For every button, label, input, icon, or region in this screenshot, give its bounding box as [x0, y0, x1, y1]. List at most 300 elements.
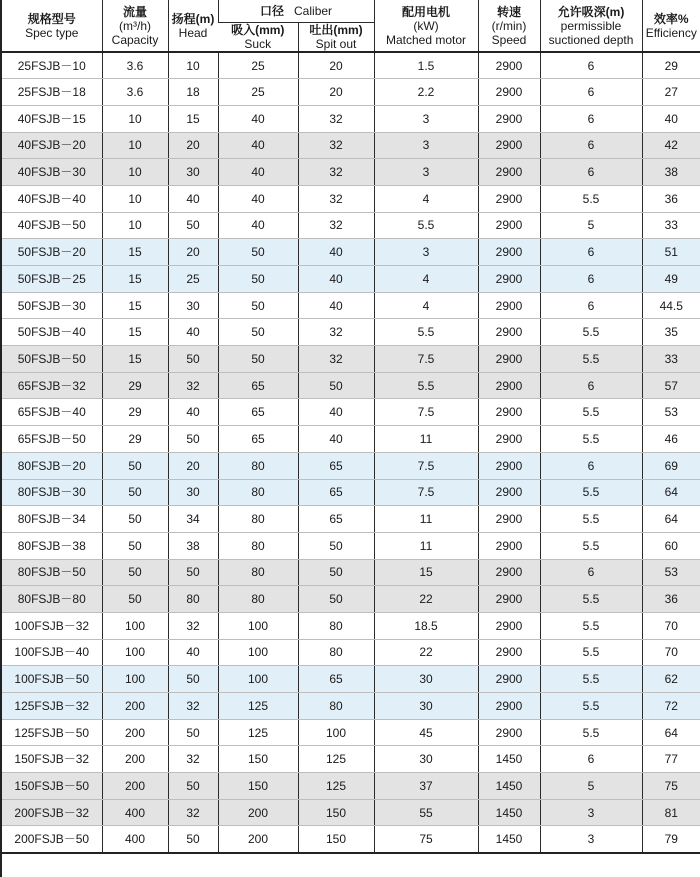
cell-spit-out: 65: [298, 452, 374, 479]
table-row: [2, 506, 700, 533]
cell-motor: 4: [374, 185, 478, 212]
cell-suck: 40: [218, 132, 298, 159]
cell-head: 30: [168, 159, 218, 186]
cell-suck: 50: [218, 346, 298, 373]
cell-model: 50FSJB－40: [2, 319, 102, 346]
cell-head: 25: [168, 266, 218, 293]
cell-head: 20: [168, 452, 218, 479]
cell-model: 125FSJB－50: [2, 719, 102, 746]
cell-spit-out: 40: [298, 292, 374, 319]
table-row: [2, 105, 700, 132]
cell-suction-depth: 6: [540, 239, 642, 266]
cell-head: 50: [168, 559, 218, 586]
cell-speed: 2900: [478, 426, 540, 453]
cell-speed: 2900: [478, 639, 540, 666]
cell-motor: 15: [374, 559, 478, 586]
cell-head: 32: [168, 612, 218, 639]
cell-suck: 65: [218, 399, 298, 426]
cell-speed: 2900: [478, 132, 540, 159]
cell-efficiency: 64: [642, 719, 700, 746]
cell-efficiency: 70: [642, 612, 700, 639]
table-body: [2, 52, 700, 853]
cell-efficiency: 53: [642, 559, 700, 586]
cell-motor: 55: [374, 799, 478, 826]
cell-efficiency: 35: [642, 319, 700, 346]
cell-model: 25FSJB－18: [2, 79, 102, 106]
cell-speed: 2900: [478, 719, 540, 746]
cell-speed: 2900: [478, 239, 540, 266]
cell-speed: 2900: [478, 266, 540, 293]
cell-suction-depth: 5.5: [540, 426, 642, 453]
cell-model: 65FSJB－32: [2, 372, 102, 399]
cell-head: 34: [168, 506, 218, 533]
cell-motor: 11: [374, 426, 478, 453]
table-row: [2, 452, 700, 479]
cell-suction-depth: 6: [540, 559, 642, 586]
table-row: [2, 212, 700, 239]
cell-capacity: 200: [102, 693, 168, 720]
cell-motor: 30: [374, 693, 478, 720]
cell-model: 50FSJB－50: [2, 346, 102, 373]
cell-spit-out: 150: [298, 799, 374, 826]
cell-suck: 65: [218, 372, 298, 399]
cell-suction-depth: 5: [540, 212, 642, 239]
cell-motor: 45: [374, 719, 478, 746]
cell-capacity: 50: [102, 559, 168, 586]
cell-motor: 18.5: [374, 612, 478, 639]
cell-model: 40FSJB－20: [2, 132, 102, 159]
table-row: [2, 292, 700, 319]
cell-capacity: 50: [102, 586, 168, 613]
cell-model: 80FSJB－30: [2, 479, 102, 506]
cell-capacity: 3.6: [102, 79, 168, 106]
cell-suck: 65: [218, 426, 298, 453]
cell-spit-out: 32: [298, 132, 374, 159]
cell-model: 40FSJB－30: [2, 159, 102, 186]
cell-suck: 40: [218, 212, 298, 239]
cell-spit-out: 125: [298, 773, 374, 800]
cell-speed: 2900: [478, 79, 540, 106]
header-capacity: 流量 (m³/h) Capacity: [102, 0, 168, 52]
cell-spit-out: 32: [298, 346, 374, 373]
cell-capacity: 15: [102, 239, 168, 266]
cell-speed: 2900: [478, 559, 540, 586]
cell-efficiency: 49: [642, 266, 700, 293]
cell-model: 100FSJB－32: [2, 612, 102, 639]
cell-efficiency: 51: [642, 239, 700, 266]
cell-motor: 4: [374, 292, 478, 319]
pump-spec-table: [2, 0, 700, 854]
cell-head: 50: [168, 426, 218, 453]
cell-spit-out: 32: [298, 159, 374, 186]
cell-model: 25FSJB－10: [2, 52, 102, 79]
cell-suction-depth: 5.5: [540, 612, 642, 639]
cell-efficiency: 64: [642, 479, 700, 506]
cell-speed: 2900: [478, 105, 540, 132]
cell-suction-depth: 5.5: [540, 185, 642, 212]
cell-efficiency: 79: [642, 826, 700, 853]
cell-head: 15: [168, 105, 218, 132]
cell-suck: 150: [218, 746, 298, 773]
cell-speed: 2900: [478, 159, 540, 186]
cell-suck: 125: [218, 693, 298, 720]
cell-suck: 200: [218, 826, 298, 853]
cell-head: 40: [168, 399, 218, 426]
cell-capacity: 100: [102, 639, 168, 666]
table-row: [2, 612, 700, 639]
cell-capacity: 50: [102, 532, 168, 559]
table-row: [2, 52, 700, 79]
cell-motor: 7.5: [374, 452, 478, 479]
cell-spit-out: 80: [298, 639, 374, 666]
table-row: [2, 185, 700, 212]
cell-spit-out: 150: [298, 826, 374, 853]
cell-capacity: 29: [102, 372, 168, 399]
cell-spit-out: 80: [298, 693, 374, 720]
cell-suction-depth: 6: [540, 159, 642, 186]
cell-head: 80: [168, 586, 218, 613]
cell-suction-depth: 3: [540, 826, 642, 853]
cell-capacity: 29: [102, 426, 168, 453]
cell-efficiency: 57: [642, 372, 700, 399]
table-row: [2, 266, 700, 293]
cell-suck: 50: [218, 266, 298, 293]
cell-capacity: 15: [102, 266, 168, 293]
cell-motor: 37: [374, 773, 478, 800]
cell-motor: 30: [374, 746, 478, 773]
cell-suction-depth: 5.5: [540, 346, 642, 373]
table-row: [2, 559, 700, 586]
cell-spit-out: 80: [298, 612, 374, 639]
cell-suction-depth: 6: [540, 452, 642, 479]
cell-efficiency: 40: [642, 105, 700, 132]
cell-suck: 50: [218, 319, 298, 346]
header-spec-type: 规格型号 Spec type: [2, 0, 102, 52]
cell-capacity: 100: [102, 666, 168, 693]
cell-model: 40FSJB－40: [2, 185, 102, 212]
cell-suction-depth: 6: [540, 52, 642, 79]
cell-spit-out: 65: [298, 479, 374, 506]
cell-spit-out: 32: [298, 185, 374, 212]
cell-spit-out: 50: [298, 586, 374, 613]
cell-speed: 2900: [478, 666, 540, 693]
table-row: [2, 693, 700, 720]
cell-suction-depth: 5.5: [540, 399, 642, 426]
cell-suck: 80: [218, 452, 298, 479]
cell-efficiency: 38: [642, 159, 700, 186]
table-row: [2, 372, 700, 399]
table-row: [2, 586, 700, 613]
cell-suction-depth: 5.5: [540, 719, 642, 746]
cell-suction-depth: 5.5: [540, 586, 642, 613]
cell-suction-depth: 5: [540, 773, 642, 800]
cell-suck: 80: [218, 506, 298, 533]
cell-model: 200FSJB－50: [2, 826, 102, 853]
cell-speed: 1450: [478, 773, 540, 800]
cell-model: 80FSJB－38: [2, 532, 102, 559]
cell-efficiency: 42: [642, 132, 700, 159]
cell-model: 125FSJB－32: [2, 693, 102, 720]
cell-spit-out: 50: [298, 372, 374, 399]
cell-suction-depth: 5.5: [540, 506, 642, 533]
cell-capacity: 10: [102, 185, 168, 212]
cell-speed: 2900: [478, 399, 540, 426]
cell-capacity: 200: [102, 773, 168, 800]
cell-model: 80FSJB－50: [2, 559, 102, 586]
cell-model: 50FSJB－25: [2, 266, 102, 293]
cell-speed: 2900: [478, 319, 540, 346]
cell-capacity: 10: [102, 212, 168, 239]
cell-efficiency: 33: [642, 212, 700, 239]
cell-motor: 1.5: [374, 52, 478, 79]
cell-speed: 2900: [478, 506, 540, 533]
cell-speed: 2900: [478, 346, 540, 373]
cell-head: 50: [168, 719, 218, 746]
cell-head: 20: [168, 132, 218, 159]
cell-efficiency: 77: [642, 746, 700, 773]
cell-speed: 2900: [478, 452, 540, 479]
cell-suck: 125: [218, 719, 298, 746]
cell-head: 20: [168, 239, 218, 266]
cell-efficiency: 53: [642, 399, 700, 426]
cell-suck: 100: [218, 639, 298, 666]
cell-efficiency: 29: [642, 52, 700, 79]
cell-efficiency: 70: [642, 639, 700, 666]
cell-head: 50: [168, 212, 218, 239]
cell-spit-out: 50: [298, 532, 374, 559]
cell-motor: 11: [374, 532, 478, 559]
table-row: [2, 773, 700, 800]
cell-suck: 80: [218, 479, 298, 506]
cell-head: 32: [168, 693, 218, 720]
header-spit-out: 吐出(mm) Spit out: [298, 23, 374, 53]
cell-head: 30: [168, 479, 218, 506]
cell-head: 40: [168, 639, 218, 666]
cell-model: 65FSJB－50: [2, 426, 102, 453]
cell-efficiency: 69: [642, 452, 700, 479]
cell-suck: 25: [218, 52, 298, 79]
cell-motor: 2.2: [374, 79, 478, 106]
cell-suction-depth: 5.5: [540, 666, 642, 693]
cell-motor: 3: [374, 159, 478, 186]
cell-motor: 5.5: [374, 212, 478, 239]
cell-suction-depth: 6: [540, 105, 642, 132]
cell-speed: 2900: [478, 185, 540, 212]
cell-head: 32: [168, 746, 218, 773]
cell-capacity: 400: [102, 826, 168, 853]
cell-suction-depth: 3: [540, 799, 642, 826]
cell-model: 200FSJB－32: [2, 799, 102, 826]
cell-capacity: 50: [102, 506, 168, 533]
cell-suck: 50: [218, 292, 298, 319]
cell-model: 100FSJB－50: [2, 666, 102, 693]
cell-suction-depth: 6: [540, 372, 642, 399]
cell-speed: 2900: [478, 532, 540, 559]
cell-model: 80FSJB－80: [2, 586, 102, 613]
cell-motor: 7.5: [374, 399, 478, 426]
cell-suction-depth: 6: [540, 292, 642, 319]
cell-motor: 5.5: [374, 319, 478, 346]
cell-suck: 100: [218, 666, 298, 693]
cell-suck: 40: [218, 105, 298, 132]
cell-suck: 40: [218, 159, 298, 186]
cell-spit-out: 20: [298, 79, 374, 106]
cell-motor: 4: [374, 266, 478, 293]
cell-motor: 3: [374, 132, 478, 159]
table-row: [2, 346, 700, 373]
cell-motor: 3: [374, 105, 478, 132]
cell-spit-out: 40: [298, 266, 374, 293]
table-row: [2, 799, 700, 826]
header-suck: 吸入(mm) Suck: [218, 23, 298, 53]
cell-motor: 3: [374, 239, 478, 266]
cell-capacity: 400: [102, 799, 168, 826]
table-row: [2, 132, 700, 159]
table-row: [2, 666, 700, 693]
cell-speed: 2900: [478, 693, 540, 720]
cell-head: 40: [168, 319, 218, 346]
cell-suction-depth: 5.5: [540, 639, 642, 666]
cell-speed: 1450: [478, 746, 540, 773]
cell-capacity: 10: [102, 159, 168, 186]
cell-efficiency: 60: [642, 532, 700, 559]
cell-efficiency: 36: [642, 185, 700, 212]
cell-speed: 2900: [478, 52, 540, 79]
cell-suction-depth: 5.5: [540, 479, 642, 506]
cell-capacity: 29: [102, 399, 168, 426]
header-efficiency: 效率% Efficiency: [642, 0, 700, 52]
table-row: [2, 826, 700, 853]
cell-suck: 100: [218, 612, 298, 639]
cell-speed: 2900: [478, 586, 540, 613]
cell-speed: 1450: [478, 826, 540, 853]
cell-spit-out: 32: [298, 105, 374, 132]
header-matched-motor: 配用电机 (kW) Matched motor: [374, 0, 478, 52]
cell-capacity: 10: [102, 105, 168, 132]
cell-suck: 40: [218, 185, 298, 212]
cell-model: 80FSJB－34: [2, 506, 102, 533]
cell-spit-out: 40: [298, 426, 374, 453]
cell-efficiency: 64: [642, 506, 700, 533]
cell-head: 50: [168, 826, 218, 853]
cell-spit-out: 40: [298, 239, 374, 266]
cell-efficiency: 72: [642, 693, 700, 720]
cell-suction-depth: 6: [540, 79, 642, 106]
table-row: [2, 159, 700, 186]
cell-model: 150FSJB－50: [2, 773, 102, 800]
cell-spit-out: 40: [298, 399, 374, 426]
table-row: [2, 319, 700, 346]
cell-motor: 7.5: [374, 479, 478, 506]
cell-spit-out: 20: [298, 52, 374, 79]
cell-model: 150FSJB－32: [2, 746, 102, 773]
cell-spit-out: 100: [298, 719, 374, 746]
cell-head: 50: [168, 666, 218, 693]
cell-speed: 2900: [478, 292, 540, 319]
cell-suction-depth: 5.5: [540, 319, 642, 346]
cell-model: 50FSJB－30: [2, 292, 102, 319]
cell-capacity: 200: [102, 746, 168, 773]
cell-suck: 50: [218, 239, 298, 266]
cell-suck: 80: [218, 586, 298, 613]
cell-suck: 200: [218, 799, 298, 826]
cell-suck: 25: [218, 79, 298, 106]
cell-suck: 150: [218, 773, 298, 800]
cell-head: 50: [168, 773, 218, 800]
cell-model: 100FSJB－40: [2, 639, 102, 666]
cell-suction-depth: 5.5: [540, 532, 642, 559]
cell-head: 30: [168, 292, 218, 319]
cell-speed: 1450: [478, 799, 540, 826]
cell-motor: 22: [374, 639, 478, 666]
cell-capacity: 15: [102, 346, 168, 373]
cell-head: 50: [168, 346, 218, 373]
table-row: [2, 719, 700, 746]
cell-efficiency: 81: [642, 799, 700, 826]
cell-suction-depth: 6: [540, 266, 642, 293]
cell-suck: 80: [218, 559, 298, 586]
cell-head: 32: [168, 799, 218, 826]
table-header: [2, 0, 700, 52]
cell-suction-depth: 6: [540, 746, 642, 773]
cell-motor: 75: [374, 826, 478, 853]
cell-spit-out: 50: [298, 559, 374, 586]
table-row: [2, 239, 700, 266]
table-row: [2, 426, 700, 453]
table-row: [2, 639, 700, 666]
cell-model: 40FSJB－15: [2, 105, 102, 132]
cell-spit-out: 65: [298, 506, 374, 533]
cell-speed: 2900: [478, 212, 540, 239]
cell-model: 80FSJB－20: [2, 452, 102, 479]
cell-motor: 7.5: [374, 346, 478, 373]
cell-model: 65FSJB－40: [2, 399, 102, 426]
cell-suction-depth: 5.5: [540, 693, 642, 720]
cell-efficiency: 33: [642, 346, 700, 373]
cell-efficiency: 44.5: [642, 292, 700, 319]
cell-capacity: 100: [102, 612, 168, 639]
cell-efficiency: 75: [642, 773, 700, 800]
table-row: [2, 746, 700, 773]
cell-speed: 2900: [478, 479, 540, 506]
cell-suction-depth: 6: [540, 132, 642, 159]
header-speed: 转速 (r/min) Speed: [478, 0, 540, 52]
cell-motor: 5.5: [374, 372, 478, 399]
cell-capacity: 10: [102, 132, 168, 159]
cell-speed: 2900: [478, 612, 540, 639]
cell-head: 32: [168, 372, 218, 399]
cell-spit-out: 32: [298, 212, 374, 239]
cell-motor: 30: [374, 666, 478, 693]
cell-efficiency: 27: [642, 79, 700, 106]
cell-head: 40: [168, 185, 218, 212]
cell-speed: 2900: [478, 372, 540, 399]
cell-capacity: 3.6: [102, 52, 168, 79]
cell-capacity: 50: [102, 479, 168, 506]
cell-capacity: 15: [102, 292, 168, 319]
header-head: 扬程(m) Head: [168, 0, 218, 52]
cell-motor: 11: [374, 506, 478, 533]
cell-capacity: 50: [102, 452, 168, 479]
table-row: [2, 532, 700, 559]
table-row: [2, 399, 700, 426]
cell-motor: 22: [374, 586, 478, 613]
cell-spit-out: 125: [298, 746, 374, 773]
cell-efficiency: 62: [642, 666, 700, 693]
table-row: [2, 79, 700, 106]
header-suction-depth: 允许吸深(m) permissible suctioned depth: [540, 0, 642, 52]
cell-spit-out: 32: [298, 319, 374, 346]
